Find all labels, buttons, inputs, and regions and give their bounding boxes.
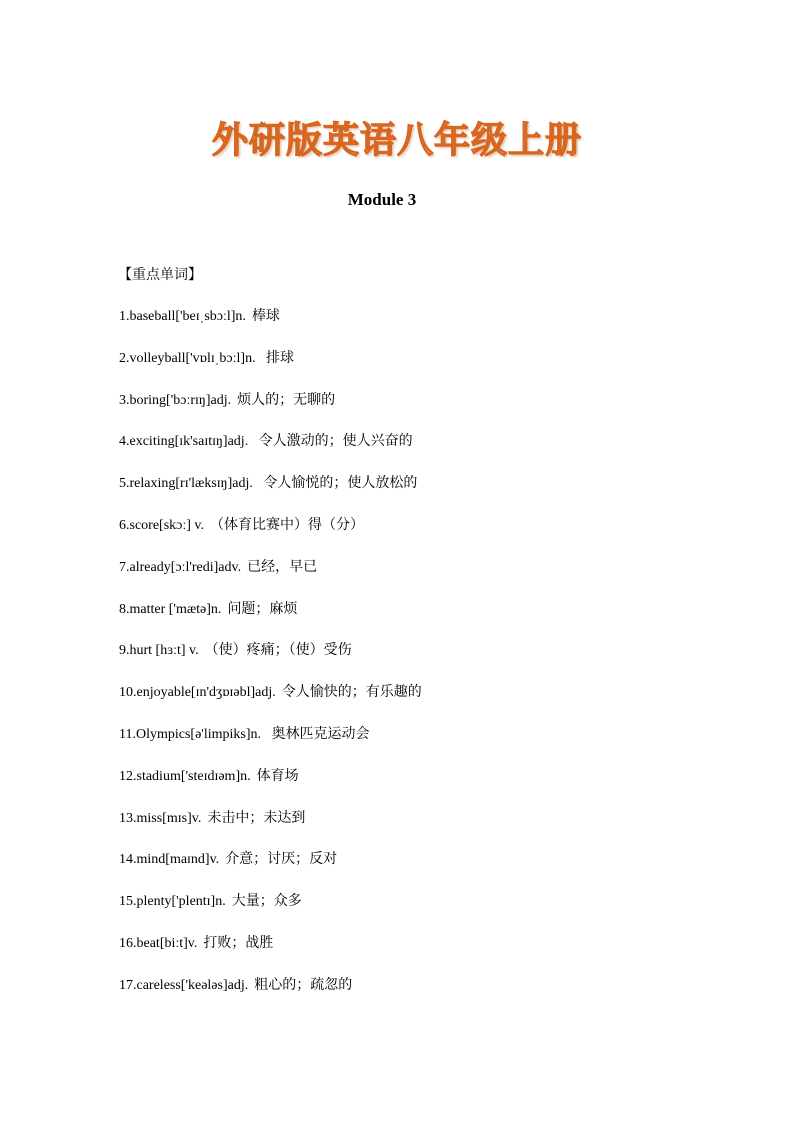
vocab-entry: 4.exciting[ɪk'saɪtɪŋ]adj. [119,434,249,450]
vocab-item [119,390,422,432]
vocab-item [119,766,422,808]
vocab-item [119,640,422,682]
vocab-item [119,682,422,724]
vocab-entry: 6.score[skɔː] v. [119,517,205,533]
vocab-meaning: 未击中；未达到 [207,809,306,826]
section-heading: 【重点单词】 [118,267,202,283]
vocab-entry: 16.beat[biːt]v. [119,935,198,951]
vocab-item [119,724,422,766]
module-heading: Module 3 [347,190,417,209]
vocab-entry: 5.relaxing[rɪ'læksɪŋ]adj. [119,476,253,492]
vocab-item [119,473,422,515]
vocab-meaning: 粗心的；疏忽的 [254,976,353,993]
vocab-entry: 11.Olympics[ə'limpiks]n. [119,726,261,742]
vocab-entry: 1.baseball['beɪˌsbɔːl]n. [119,309,246,324]
vocab-meaning: 已经，早已 [247,558,318,575]
vocab-entry: 7.already[ɔːl'redi]adv. [119,559,242,575]
vocab-item [119,431,422,473]
vocab-item [119,933,422,975]
vocab-entry: 3.boring['bɔːrɪŋ]adj. [119,392,232,408]
vocab-meaning: 介意；讨厌；反对 [225,851,338,868]
vocab-entry: 12.stadium['steɪdɪəm]n. [119,768,251,784]
vocab-entry: 15.plenty['plentɪ]n. [119,894,226,910]
vocab-entry: 10.enjoyable[ɪn'dʒɒɪəbl]adj. [119,685,276,701]
vocab-meaning: 体育场 [256,767,299,784]
vocab-entry: 17.careless['keələs]adj. [119,977,249,993]
vocab-entry: 13.miss[mɪs]v. [119,810,202,826]
vocab-meaning: 令人愉悦的；使人放松的 [258,475,418,492]
vocab-meaning: 打败；战胜 [203,934,274,951]
vocab-entry: 9.hurt [hɜːt] v. [119,643,199,659]
document-title: 外研版英语八年级上册 [211,120,582,161]
vocab-item [119,975,422,1017]
vocab-meaning: （使）疼痛；（使）受伤 [204,642,352,659]
vocab-meaning: 奥林匹克运动会 [267,725,370,742]
vocab-entry: 14.mind[maɪnd]v. [119,852,220,868]
vocab-item [119,557,422,599]
vocab-entry: 2.volleyball['vɒlɪˌbɔːl]n. [119,350,256,366]
vocab-meaning: 令人激动的；使人兴奋的 [254,433,413,450]
vocab-item [119,306,422,348]
vocab-item [119,808,422,850]
vocab-item [119,599,422,641]
vocab-meaning: 棒球 [251,308,280,324]
vocab-item [119,515,422,557]
vocab-meaning: 排球 [261,349,295,366]
vocab-meaning: 烦人的；无聊的 [237,391,336,408]
vocab-item [119,348,422,390]
vocab-meaning: 令人愉快的；有乐趣的 [281,684,422,701]
vocab-meaning: 大量；众多 [231,893,302,910]
vocab-meaning: （体育比赛中）得（分） [210,516,365,533]
vocabulary-list [119,306,422,1017]
vocab-meaning: 问题；麻烦 [227,600,298,617]
vocab-entry: 8.matter ['mætə]n. [119,601,222,617]
vocab-item [119,849,422,891]
vocab-item [119,891,422,933]
